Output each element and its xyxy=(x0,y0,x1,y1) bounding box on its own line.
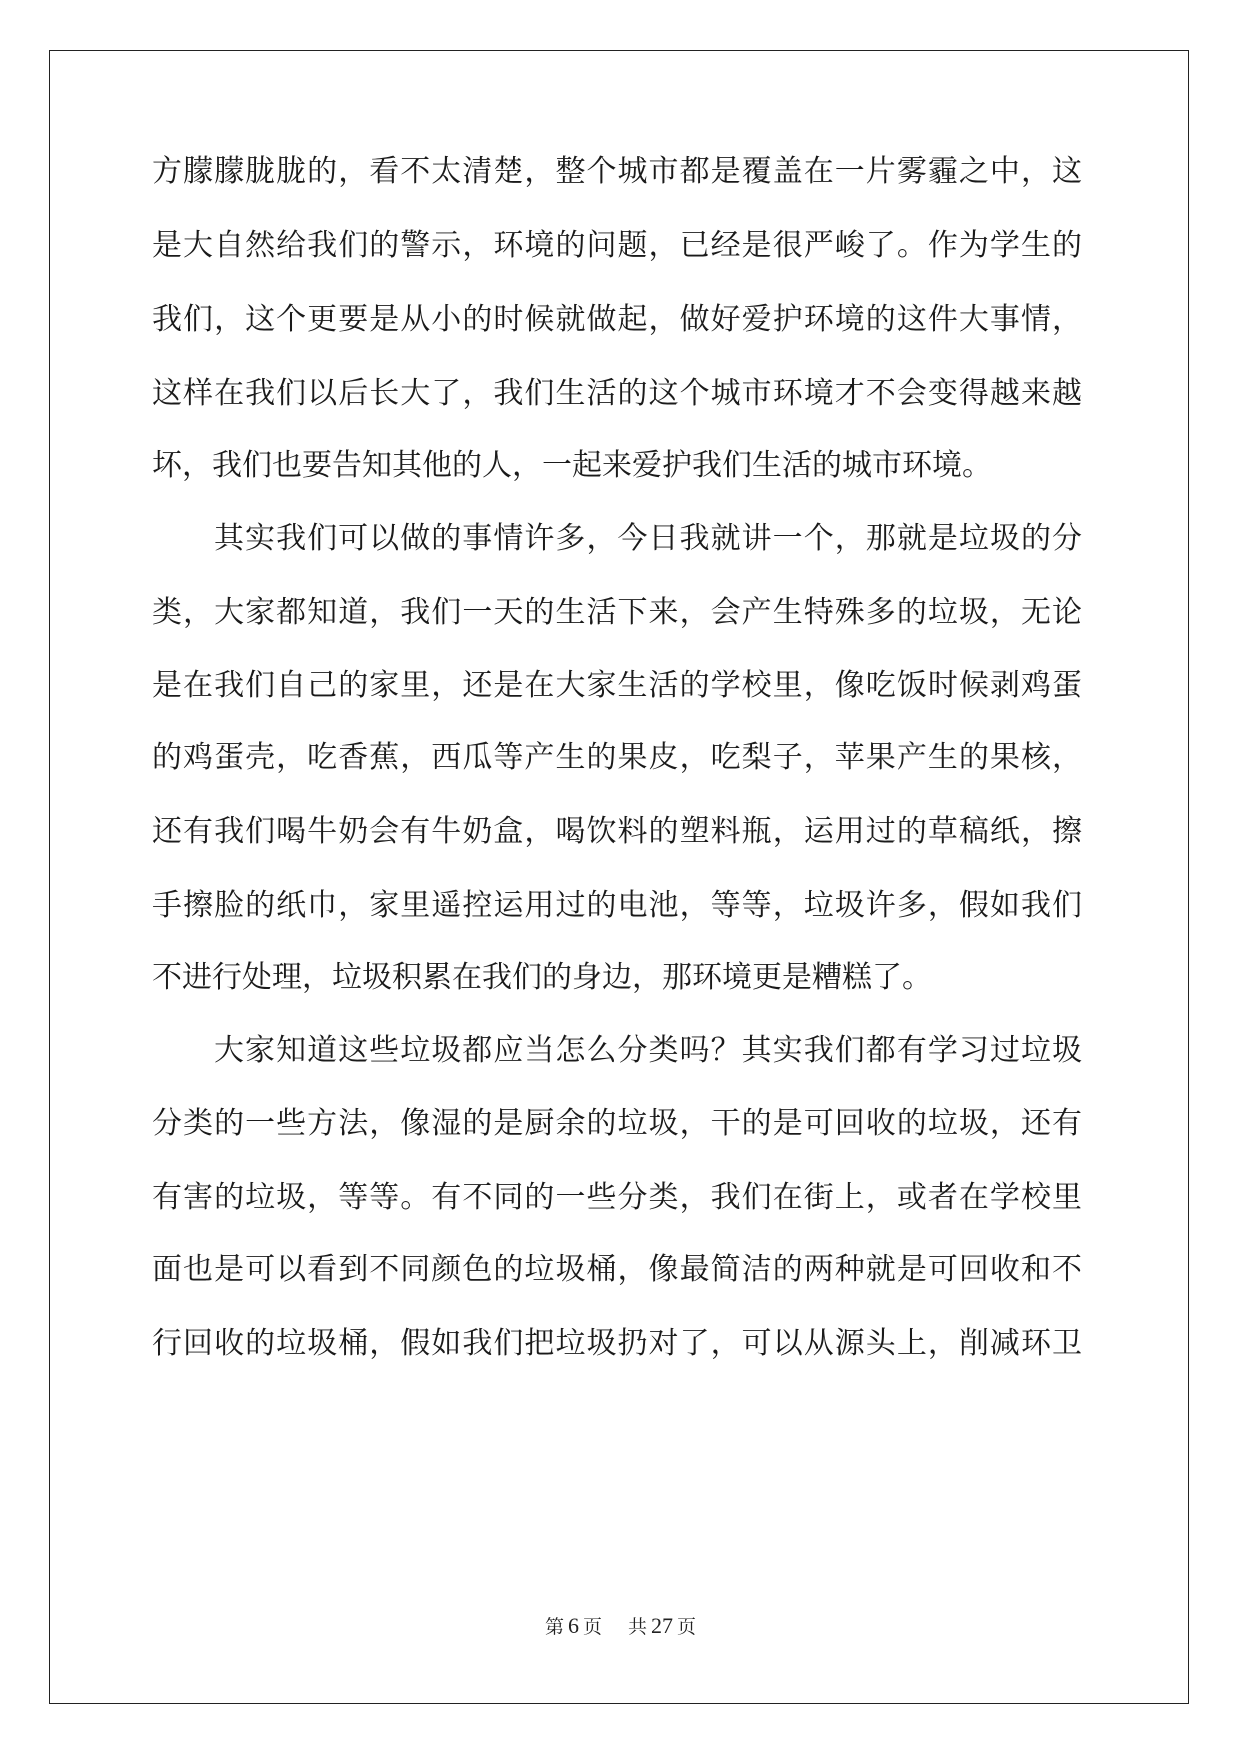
text-line: 不进行处理，垃圾积累在我们的身边，那环境更是糟糕了。 xyxy=(152,960,932,995)
text-line: 我们，这个更要是从小的时候就做起，做好爱护环境的这件大事情， xyxy=(152,302,1082,337)
text-line: 的鸡蛋壳，吃香蕉，西瓜等产生的果皮，吃梨子，苹果产生的果核， xyxy=(152,740,1082,775)
footer-total-suffix: 页 xyxy=(677,1617,697,1638)
text-line: 面也是可以看到不同颜色的垃圾桶，像最简洁的两种就是可回收和不 xyxy=(152,1252,1082,1287)
text-line: 行回收的垃圾桶，假如我们把垃圾扔对了，可以从源头上，削减环卫 xyxy=(152,1326,1082,1361)
footer-page-prefix: 第 xyxy=(544,1617,564,1638)
page-border xyxy=(49,50,1189,1704)
text-line: 手擦脸的纸巾，家里遥控运用过的电池，等等，垃圾许多，假如我们 xyxy=(152,888,1082,923)
text-line: 这样在我们以后长大了，我们生活的这个城市环境才不会变得越来越 xyxy=(152,376,1082,411)
text-line: 坏，我们也要告知其他的人，一起来爱护我们生活的城市环境。 xyxy=(152,448,992,483)
paragraph-start-line: 大家知道这些垃圾都应当怎么分类吗？其实我们都有学习过垃圾 xyxy=(214,1033,1082,1068)
text-line: 是大自然给我们的警示，环境的问题，已经是很严峻了。作为学生的 xyxy=(152,228,1082,263)
text-line: 方朦朦胧胧的，看不太清楚，整个城市都是覆盖在一片雾霾之中，这 xyxy=(152,154,1082,189)
footer-total-prefix: 共 xyxy=(628,1617,648,1638)
page-footer xyxy=(0,1613,1241,1641)
text-line: 是在我们自己的家里，还是在大家生活的学校里，像吃饭时候剥鸡蛋 xyxy=(152,668,1082,703)
paragraph-start-line: 其实我们可以做的事情许多，今日我就讲一个，那就是垃圾的分 xyxy=(214,521,1082,556)
footer-total-pages: 27 xyxy=(651,1613,674,1638)
text-line: 有害的垃圾，等等。有不同的一些分类，我们在街上，或者在学校里 xyxy=(152,1180,1082,1215)
footer-page-suffix: 页 xyxy=(582,1617,602,1638)
footer-page-number: 6 xyxy=(567,1613,579,1638)
text-line: 分类的一些方法，像湿的是厨余的垃圾，干的是可回收的垃圾，还有 xyxy=(152,1106,1082,1141)
text-line: 还有我们喝牛奶会有牛奶盒，喝饮料的塑料瓶，运用过的草稿纸，擦 xyxy=(152,814,1082,849)
text-line: 类，大家都知道，我们一天的生活下来，会产生特殊多的垃圾，无论 xyxy=(152,595,1082,630)
